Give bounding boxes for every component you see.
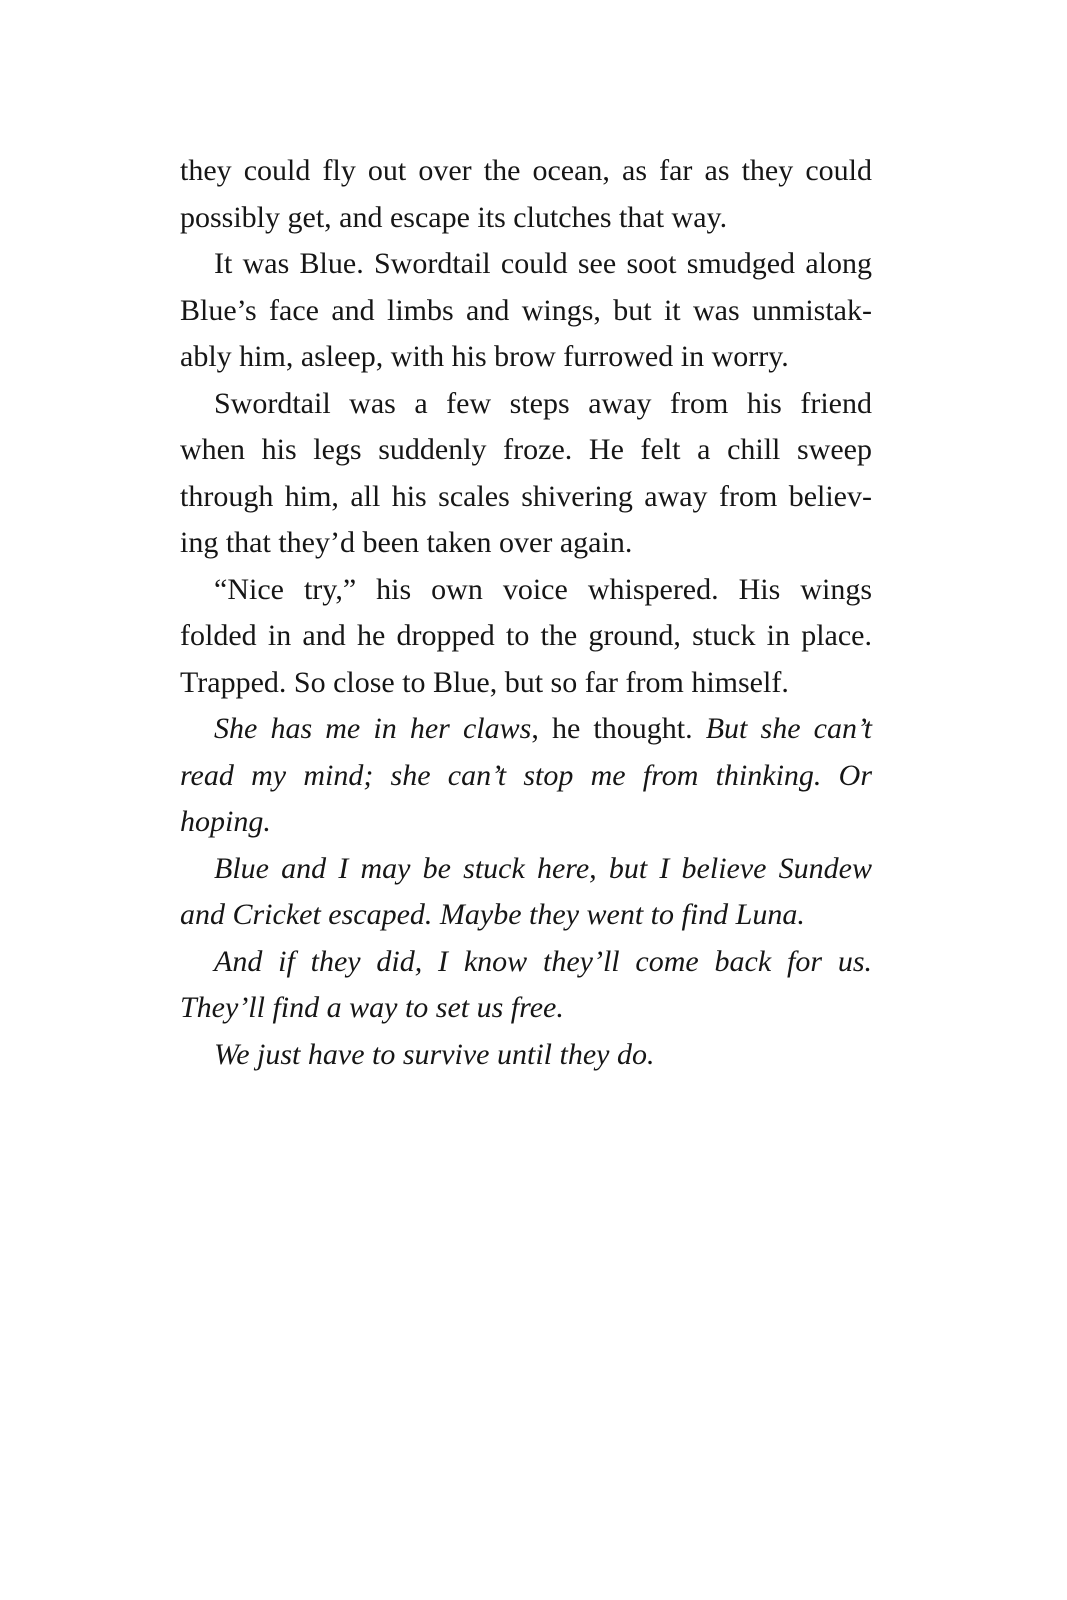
text-line: and Cricket escaped. Maybe they went to find Luna. [180,898,805,931]
text-line [180,706,872,753]
text-line: possibly get, and escape its clutches that way. [180,200,728,234]
italic-thought-text: She has me in her claws [214,712,532,745]
text-line: Trapped. So close to Blue, but so far from himself. [180,665,789,699]
text-line: read my mind; she can’t stop me from thinking. Or [180,758,872,792]
text-block [180,148,872,1078]
text-line: hoping. [180,805,271,838]
text-line: And if they did, I know they’ll come back for us. [214,944,872,978]
text-line: folded in and he dropped to the ground, stuck in place. [180,619,872,652]
text-line: ing that they’d been taken over again. [180,526,633,559]
text-line: ably him, asleep, with his brow furrowed in worry. [180,340,789,373]
text-line: They’ll find a way to set us free. [180,991,564,1024]
text-line: Swordtail was a few steps away from his friend [214,386,872,420]
text-line: when his legs suddenly froze. He felt a chill sweep [180,433,872,466]
text-line: It was Blue. Swordtail could see soot smudged along [214,247,872,280]
italic-thought-text: But she can’t [705,712,872,745]
text-line: Blue’s face and limbs and wings, but it was unmistak- [180,293,872,327]
text-line: through him, all his scales shivering away from believ- [180,479,872,513]
roman-text: , he thought. [531,712,706,745]
text-line: “Nice try,” his own voice whispered. His wings [214,572,872,606]
text-line: Blue and I may be stuck here, but I believe Sundew [214,851,872,885]
text-line: We just have to survive until they do. [214,1037,655,1071]
text-line: they could fly out over the ocean, as far as they could [180,154,872,187]
